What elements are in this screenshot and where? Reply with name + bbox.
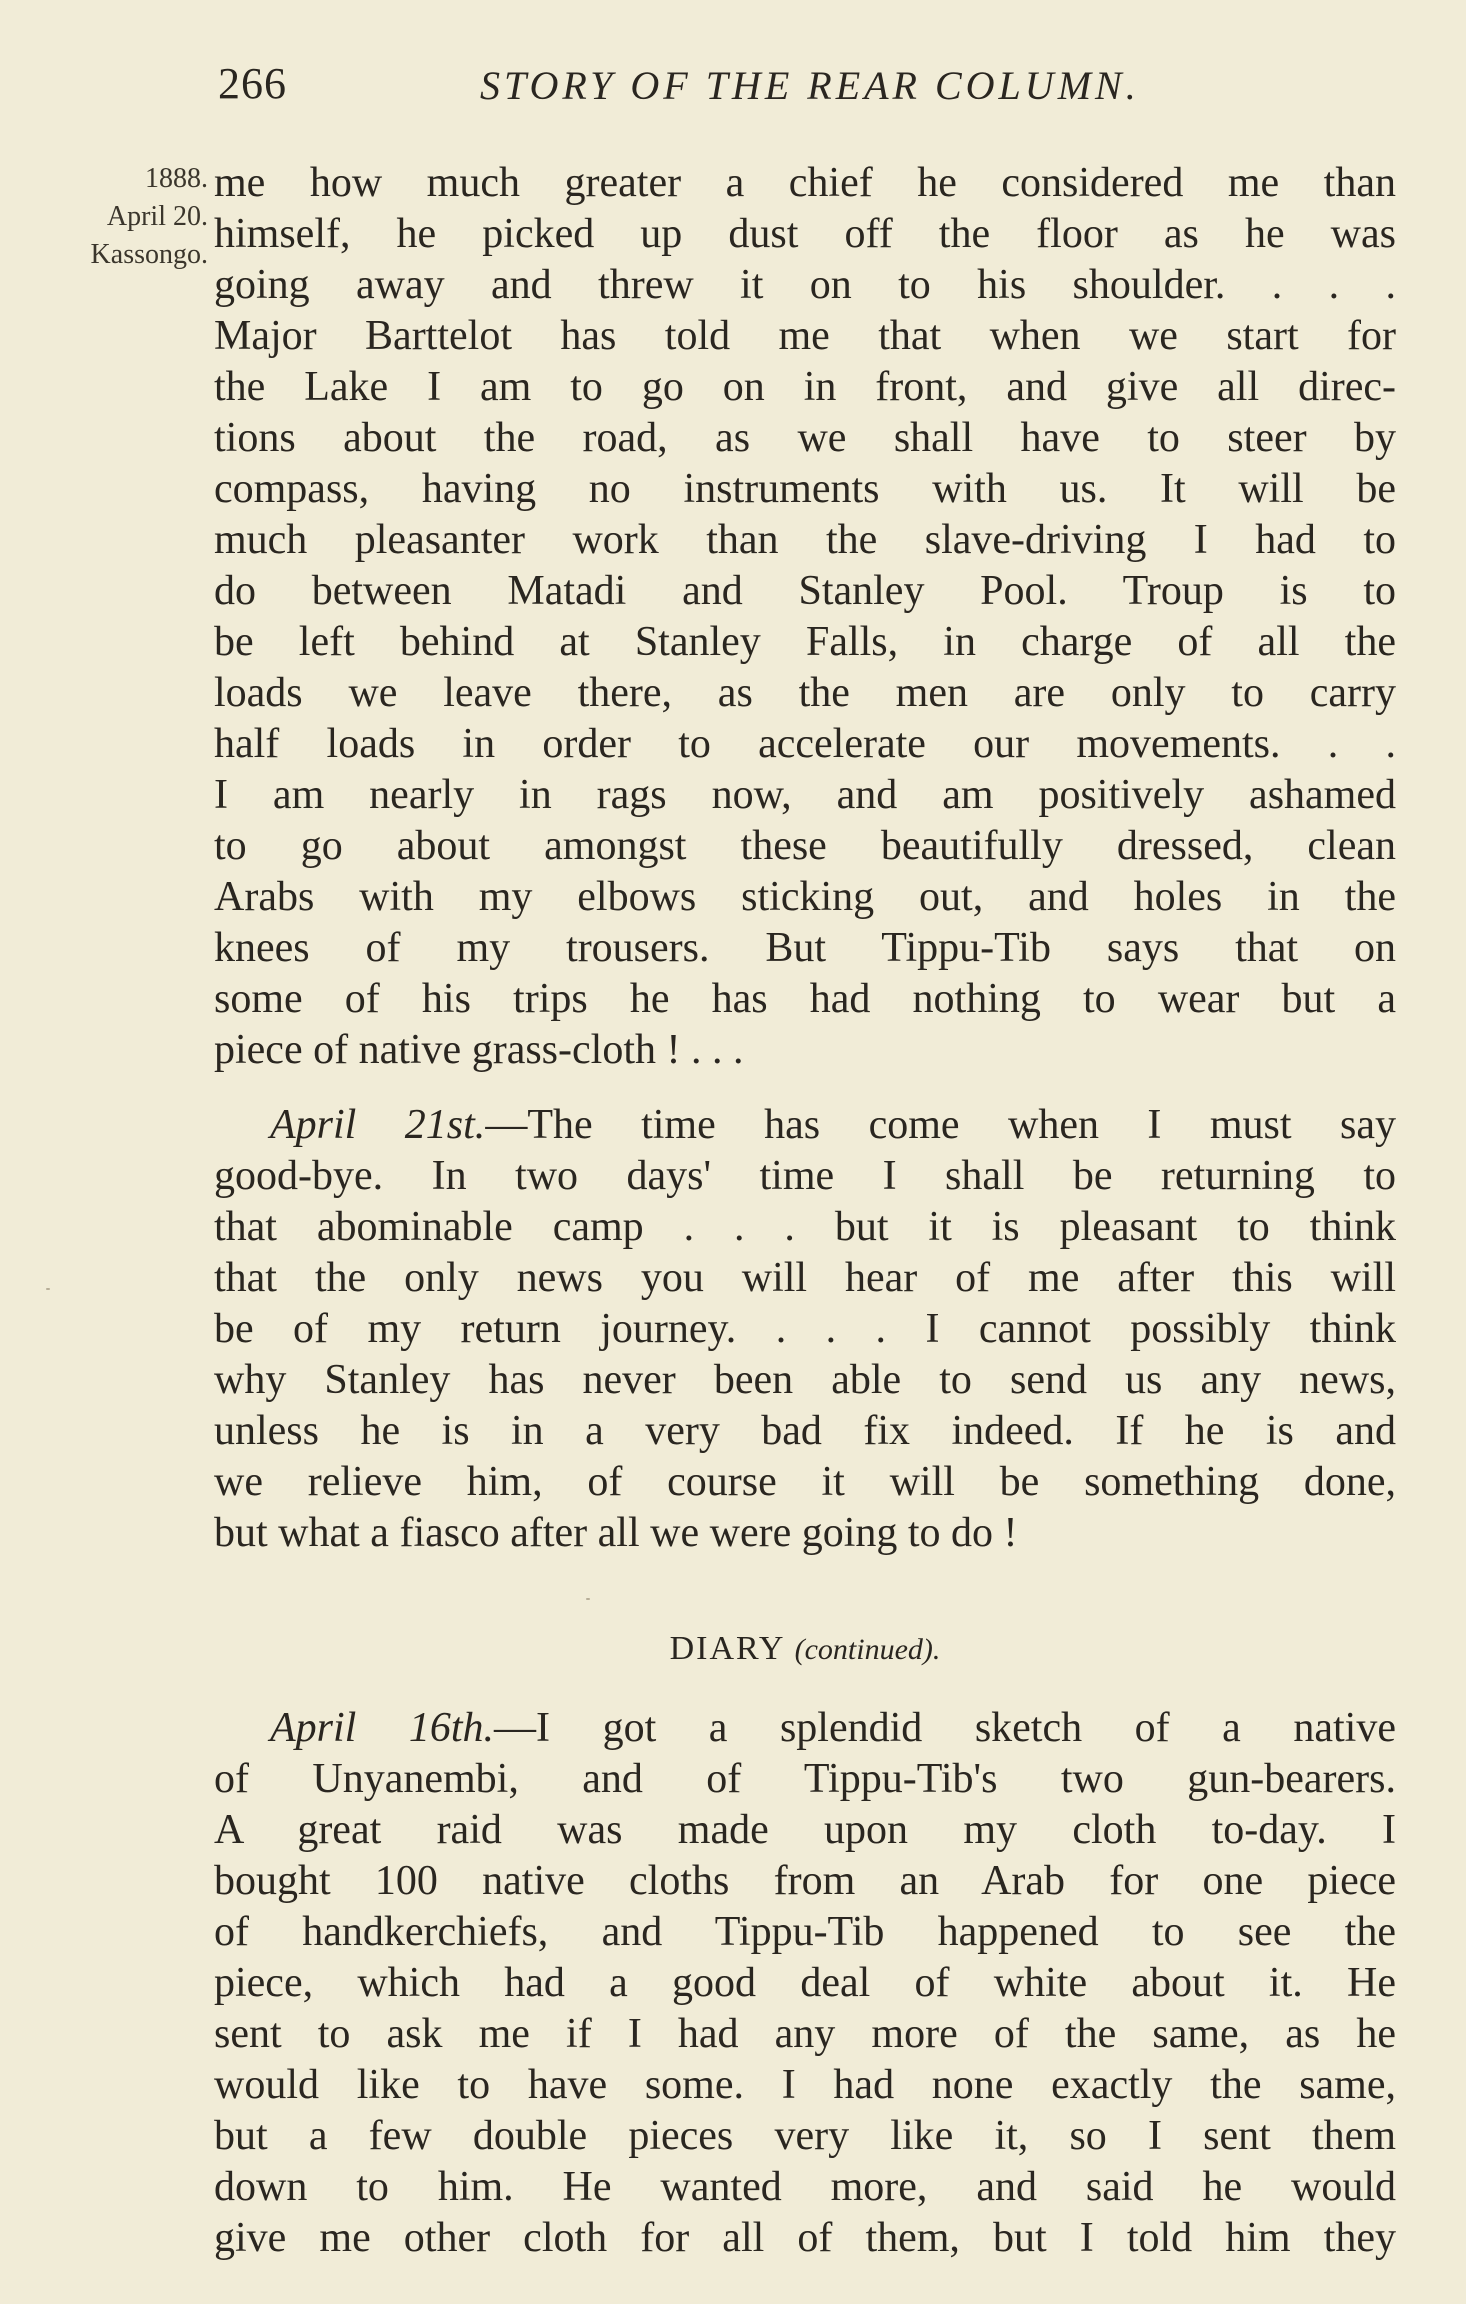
text-line: unless he is in a very bad fix indeed. If he is and <box>214 1408 1396 1454</box>
section-heading-title: DIARY <box>669 1630 785 1667</box>
text-line: do between Matadi and Stanley Pool. Troup is to <box>214 568 1396 614</box>
entry-text: —The time has come when I must say <box>485 1102 1396 1148</box>
text-line: I am nearly in rags now, and am positively ashamed <box>214 772 1396 818</box>
text-line: to go about amongst these beautifully dressed, clean <box>214 823 1396 869</box>
text-line: Major Barttelot has told me that when we start for <box>214 313 1396 359</box>
section-gap <box>214 1559 1396 1619</box>
text-line: be of my return journey. . . . I cannot possibly think <box>214 1306 1396 1352</box>
entry-date: April 16th. <box>270 1705 495 1751</box>
text-line: be left behind at Stanley Falls, in charge of all the <box>214 619 1396 665</box>
paragraph-gap <box>214 1076 1396 1100</box>
text-line: tions about the road, as we shall have to steer by <box>214 415 1396 461</box>
text-line: good-bye. In two days' time I shall be returning to <box>214 1153 1396 1199</box>
text-line: give me other cloth for all of them, but I told him they <box>214 2215 1396 2261</box>
text-line: half loads in order to accelerate our movements. . . <box>214 721 1396 767</box>
text-line: going away and threw it on to his shoulder. . . . <box>214 262 1396 308</box>
text-line: that abominable camp . . . but it is pleasant to think <box>214 1204 1396 1250</box>
text-line: we relieve him, of course it will be something done, <box>214 1459 1396 1505</box>
text-line: loads we leave there, as the men are only to carry <box>214 670 1396 716</box>
text-line: some of his trips he has had nothing to wear but a <box>214 976 1396 1022</box>
text-line: that the only news you will hear of me after this will <box>214 1255 1396 1301</box>
entry-text: —I got a splendid sketch of a native <box>494 1705 1396 1751</box>
margin-note-year: 1888. <box>145 163 208 194</box>
margin-note-place: Kassongo. <box>90 239 208 270</box>
text-line: himself, he picked up dust off the floor as he was <box>214 211 1396 257</box>
paragraph-gap <box>214 1679 1396 1703</box>
margin-note <box>40 160 208 274</box>
entry-date: April 21st. <box>270 1102 486 1148</box>
paragraph-continuation <box>214 158 1396 1076</box>
section-heading <box>214 1619 1396 1679</box>
section-heading-subtitle: (continued). <box>794 1633 941 1666</box>
text-line: bought 100 native cloths from an Arab for one piece <box>214 1858 1396 1904</box>
text-line: A great raid was made upon my cloth to-day. I <box>214 1807 1396 1853</box>
text-line <box>214 1703 1396 1754</box>
paragraph-april-16 <box>214 1703 1396 2264</box>
page-header <box>218 58 1398 118</box>
text-line: the Lake I am to go on in front, and give all direc- <box>214 364 1396 410</box>
text-line: piece, which had a good deal of white about it. He <box>214 1960 1396 2006</box>
text-line: knees of my trousers. But Tippu-Tib says that on <box>214 925 1396 971</box>
margin-note-date: April 20. <box>106 201 208 232</box>
text-line: me how much greater a chief he considered me than <box>214 160 1396 206</box>
text-line: piece of native grass-cloth ! . . . <box>214 1027 744 1073</box>
text-line <box>214 1100 1396 1151</box>
text-line: of Unyanembi, and of Tippu-Tib's two gun-bearers. <box>214 1756 1396 1802</box>
paragraph-april-21 <box>214 1100 1396 1559</box>
paper-speck <box>586 1598 590 1600</box>
text-line: much pleasanter work than the slave-driving I had to <box>214 517 1396 563</box>
text-line: Arabs with my elbows sticking out, and holes in the <box>214 874 1396 920</box>
page-number: 266 <box>218 59 287 108</box>
text-line: but what a fiasco after all we were going to do ! <box>214 1510 1018 1556</box>
text-line: of handkerchiefs, and Tippu-Tib happened to see the <box>214 1909 1396 1955</box>
text-line: why Stanley has never been able to send us any news, <box>214 1357 1396 1403</box>
body-text <box>214 158 1396 2264</box>
paper-speck <box>46 1288 50 1290</box>
text-line: would like to have some. I had none exactly the same, <box>214 2062 1396 2108</box>
text-line: compass, having no instruments with us. It will be <box>214 466 1396 512</box>
text-line: down to him. He wanted more, and said he would <box>214 2164 1396 2210</box>
text-line: but a few double pieces very like it, so I sent them <box>214 2113 1396 2159</box>
text-line: sent to ask me if I had any more of the same, as he <box>214 2011 1396 2057</box>
running-title: STORY OF THE REAR COLUMN. <box>480 63 1140 108</box>
